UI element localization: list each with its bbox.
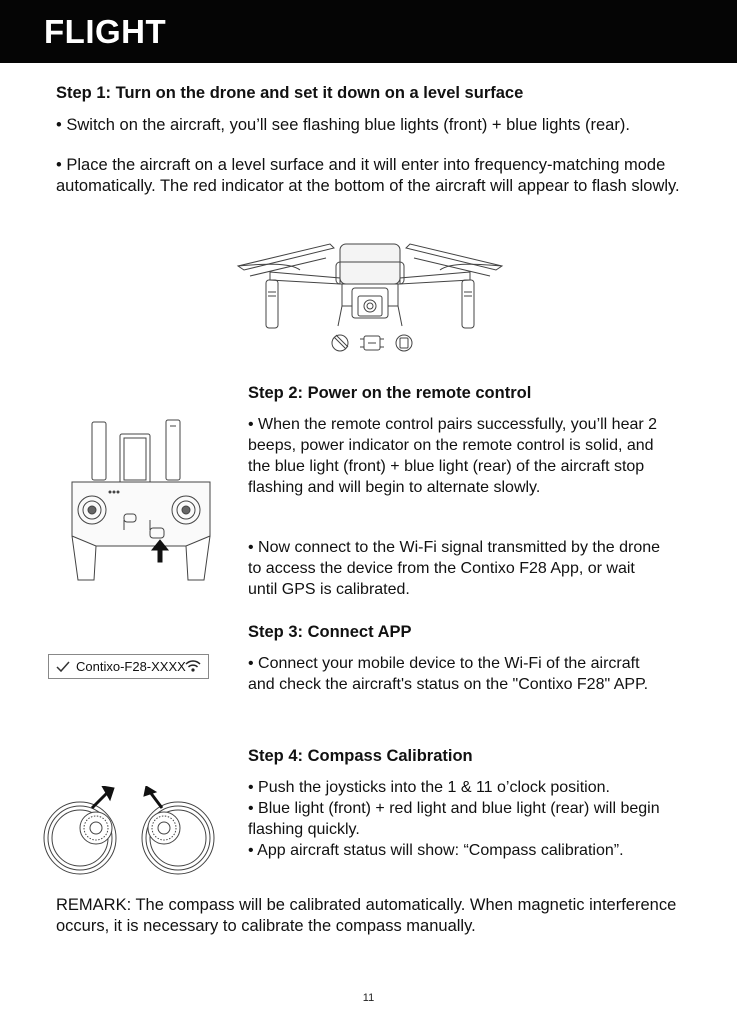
step1-bullet2: • Place the aircraft on a level surface and it will enter into frequency-matching mode automatically. The red indicator at the bottom of the aircraft will appear to flash slowly.: [56, 156, 680, 195]
step1-title: Step 1: Turn on the drone and set it down on a level surface: [56, 84, 524, 102]
page-header: [0, 0, 737, 63]
step4-bullet2: • Blue light (front) + red light and blue light (rear) will begin flashing quickly.: [248, 800, 660, 838]
step4-bullet3: • App aircraft status will show: “Compass calibration”.: [248, 842, 624, 859]
step2-bullet1: • When the remote control pairs successfully, you’ll hear 2 beeps, power indicator on the remote control is solid, and the blue light (front) + blue light (rear) of the aircraft stop flashing and will begin to alternate slowly.: [248, 416, 658, 496]
wifi-icon: [185, 659, 201, 673]
step2-bullet2: • Now connect to the Wi-Fi signal transmitted by the drone to access the device from the Contixo F28 App, or wait until GPS is calibrated.: [248, 539, 661, 598]
step3-bullet1: • Connect your mobile device to the Wi-Fi of the aircraft and check the aircraft's status on the "Contixo F28" APP.: [248, 655, 649, 693]
drone-illustration: [230, 236, 510, 358]
wifi-network-item[interactable]: [48, 654, 209, 679]
step1-bullet1: • Switch on the aircraft, you’ll see flashing blue lights (front) + blue lights (rear).: [56, 116, 630, 134]
step3-title: Step 3: Connect APP: [248, 623, 412, 641]
wifi-network-name: Contixo-F28-XXXX: [76, 659, 186, 674]
step4-bullet1: • Push the joysticks into the 1 & 11 o’clock position.: [248, 779, 610, 796]
header-title: FLIGHT: [44, 13, 167, 50]
page-number: 11: [362, 992, 375, 1004]
joystick-calibration-illustration: [40, 786, 222, 882]
step2-title: Step 2: Power on the remote control: [248, 384, 532, 402]
remote-control-illustration: [66, 416, 216, 584]
step4-title: Step 4: Compass Calibration: [248, 747, 473, 765]
checkmark-icon: [56, 661, 70, 673]
remark-text: REMARK: The compass will be calibrated automatically. When magnetic interference occurs, it is necessary to calibrate the compass manually.: [56, 896, 677, 935]
